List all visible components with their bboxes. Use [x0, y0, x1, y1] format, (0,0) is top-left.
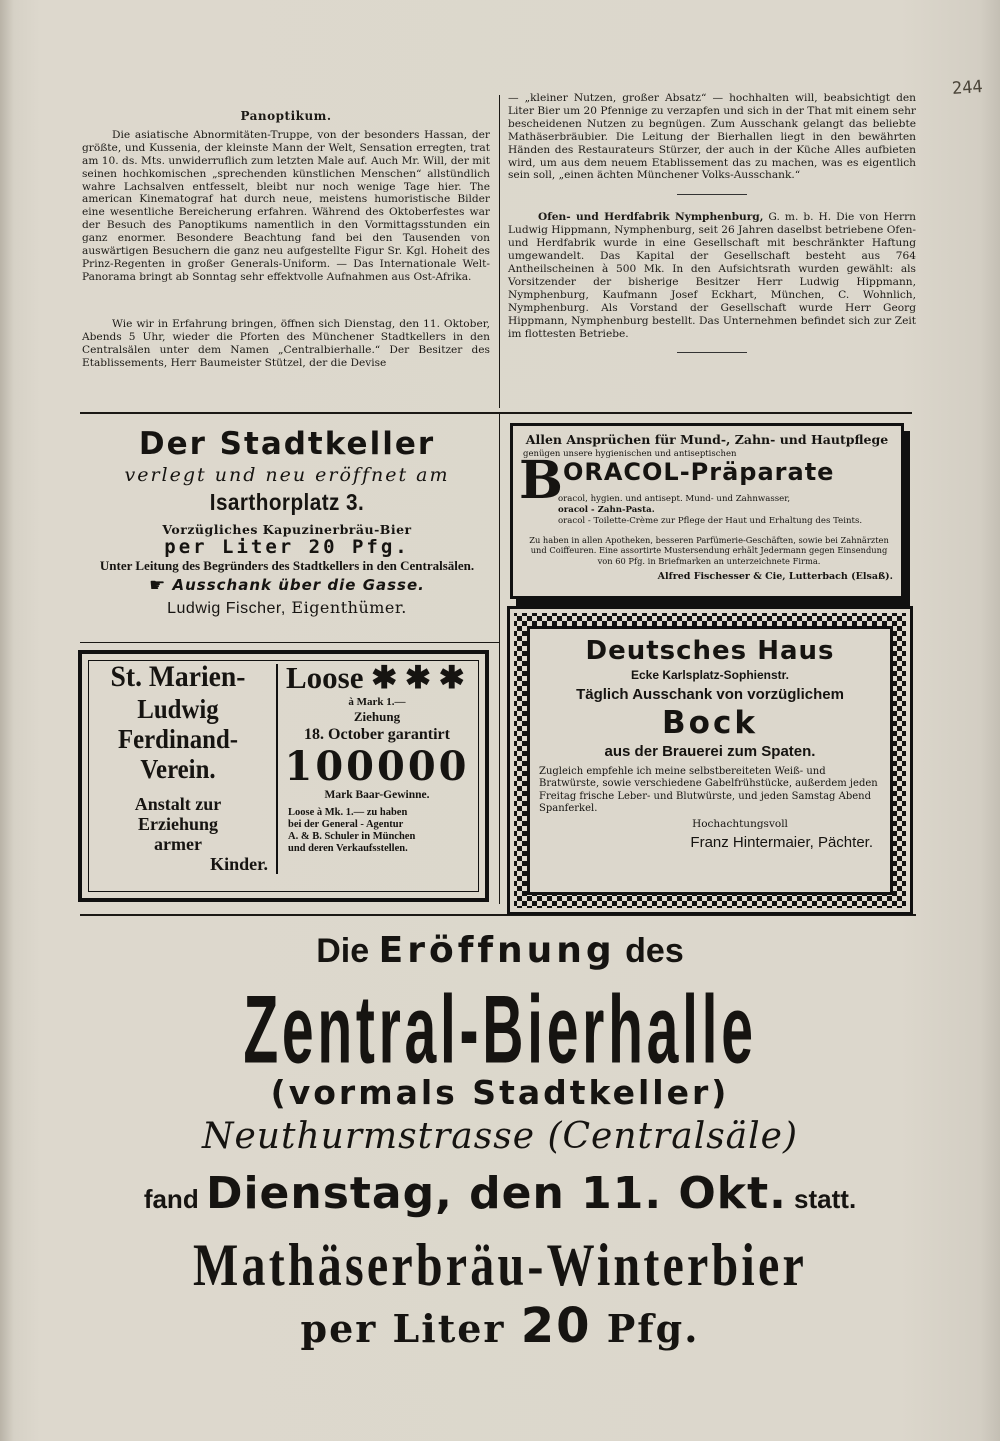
left-column	[82, 110, 490, 369]
marien-line: St. Marien-	[110, 660, 246, 693]
pointing-hand-icon: ☛	[149, 574, 167, 596]
section-rule	[80, 642, 500, 643]
loose-footer-line: A. & B. Schuler in München	[288, 830, 416, 842]
bierhalle-opening-c: des	[625, 932, 684, 970]
boracol-header: Allen Ansprüchen für Mund-, Zahn- und Hautpflege	[525, 432, 889, 447]
bierhalle-date-c: statt.	[794, 1184, 857, 1214]
stadtkeller-address: Isarthorplatz 3.	[209, 489, 365, 515]
bierhalle-opening-b: Eröffnung	[378, 930, 616, 971]
boracol-footer: Zu haben in allen Apotheken, besseren Parfümerie-Geschäften, sowie bei Zahnärzten und Coiffeuren. Eine assortirte Mustersendung erhält Jedermann gegen Einsendung von 60 Pfg. in Briefmarken an unterzeichnete Firma.	[529, 535, 889, 566]
stadtkeller-title: Der Stadtkeller	[138, 426, 436, 462]
loose-price: à Mark 1.—	[348, 696, 406, 708]
owner-name: Ludwig Fischer,	[167, 600, 286, 617]
loose-footer-line: bei der General - Agentur	[288, 818, 404, 830]
stadtkeller-beer: Vorzügliches Kapuzinerbräu-Bier	[162, 522, 412, 537]
dh-brewery: aus der Brauerei zum Spaten.	[604, 743, 816, 760]
short-rule	[677, 352, 747, 353]
section-rule	[80, 412, 912, 414]
bierhalle-price	[76, 1297, 924, 1358]
centralbierhalle-text: Wie wir in Erfahrung bringen, öffnen sich Dienstag, den 11. Oktober, Abends 5 Uhr, wieder die Pforten des Münchener Stadtkellers in den Centralsälen unter dem Namen „Centralbierhalle.“ Der Besitzer des Etablissements, Herr Baumeister Stützel, der die Devise	[82, 317, 490, 369]
ofenfabrik-text	[508, 211, 916, 340]
boracol-brand-name: ORACOL-Präparate	[562, 458, 835, 486]
marien-lottery-ad	[78, 650, 489, 902]
boracol-product: oracol - Zahn-Pasta.	[558, 504, 655, 515]
stadtkeller-ad	[82, 424, 492, 634]
loose-ziehung: Ziehung	[353, 709, 401, 724]
marien-right-panel	[282, 660, 472, 855]
stadtkeller-owner	[82, 598, 492, 618]
bierhalle-opening	[76, 924, 924, 978]
bierhalle-price-a: per Liter	[300, 1306, 506, 1351]
bierhalle-street: Neuthurmstrasse (Centralsäle)	[201, 1116, 799, 1157]
marien-small-line: Kinder.	[210, 854, 268, 874]
bierhalle-opening-a: Die	[316, 932, 370, 970]
dh-body: Zugleich empfehle ich meine selbstbereiteten Weiß- und Bratwürste, sowie verschiedene Gabelfrühstücke, außerdem jeden Freitag frische Leber- und Blutwürste, und jeden Samstag Abend Spanferkel.	[539, 766, 878, 815]
bierhalle-continued-text: — „kleiner Nutzen, großer Absatz“ — hochhalten will, beabsichtigt den Liter Bier um 20 Pfennige zu verzapfen und sich in der That mit einem sehr bescheidenen Nutzen zu begnügen. Zum Ausschank gelangt das beliebte Mathäserbräubier. Die Leitung der Bierhallen liegt in den bewährten Händen des Restaurateurs Stürzer, der auch in der Küche Alles aufbieten wird, um aus dem neuem Etablissement das zu machen, was es eigentlich sein soll, „einen ächten Münchener Volks-Ausschank.“	[508, 92, 916, 182]
bierhalle-ad	[76, 916, 924, 1358]
marien-small-line: armer	[154, 834, 202, 854]
boracol-products	[558, 494, 898, 526]
stadtkeller-management: Unter Leitung des Begründers des Stadtkellers in den Centralsälen.	[99, 558, 475, 573]
dh-beer: Bock	[662, 705, 758, 741]
boracol-product: oracol, hygien. und antisept. Mund- und Zahnwasser,	[558, 494, 791, 504]
marien-left-panel	[82, 660, 274, 874]
bierhalle-formerly: (vormals Stadtkeller)	[270, 1073, 730, 1112]
boracol-product: oracol - Toilette-Crème zur Pflege der Haut und Erhaltung des Teints.	[558, 515, 863, 526]
bierhalle-date-b: Dienstag, den 11. Okt.	[205, 1168, 787, 1219]
stadtkeller-price: per Liter 20 Pfg.	[164, 536, 410, 558]
loose-footer-line: und deren Verkaufsstellen.	[288, 842, 408, 854]
loose-prize: Mark Baar-Gewinne.	[324, 789, 430, 801]
dh-title: Deutsches Haus	[585, 636, 835, 666]
bierhalle-price-b: 20	[520, 1298, 592, 1354]
panoptikum-heading: Panoptikum.	[240, 109, 332, 123]
bierhalle-price-c: Pfg.	[606, 1306, 700, 1351]
panoptikum-text: Die asiatische Abnormitäten-Truppe, von der besonders Hassan, der größte, und Kussenia, der kleinste Mann der Welt, Sensation erregten, trat am 10. ds. Mts. unwiderruflich zum letzten Male auf. Auch Mr. Will, der mit seinen hochkomischen „sprechenden künstlichen Menschen“ allstündlich wahre Lachsalven entfesselt, bleibt nur noch wenige Tage hier. The american Kinematograf hat durch neue, meistens humoristische Bilder eine wesentliche Bereicherung erfahren. Während des Oktoberfestes war der Besuch des Panoptikums namentlich in den Vormittagsstunden ein ganz enormer. Besondere Beachtung fand bei den Tausenden von auswärtigen Besuchern die ganz neu aufgestellte Figur Sr. Kgl. Hoheit des Prinz-Regenten in großer Generals-Uniform. — Das Internationale Welt-Panorama bringt ab Sonntag sehr effektvolle Aufnahmen aus Ost-Afrika.	[82, 128, 490, 283]
dh-signature: Franz Hintermaier, Pächter.	[690, 833, 873, 851]
marien-divider	[276, 664, 278, 874]
column-divider	[499, 95, 500, 408]
dh-daily: Täglich Ausschank von vorzüglichem	[576, 686, 844, 703]
owner-title: Eigenthümer.	[291, 598, 407, 617]
marien-small-line: Anstalt zur	[134, 794, 222, 814]
loose-date: 18. October garantirt	[304, 726, 450, 743]
bierhalle-beer: Mathäserbräu-Winterbier	[193, 1232, 807, 1298]
loose-footer-line: Loose à Mk. 1.— zu haben	[288, 806, 408, 818]
boracol-initial: B	[519, 450, 563, 511]
bierhalle-date	[76, 1164, 924, 1229]
deutsches-haus-ad	[507, 606, 913, 915]
marien-line: Ferdinand-	[117, 724, 239, 754]
loose-amount: 100000	[284, 743, 470, 790]
ofenfabrik-body: G. m. b. H. Die von Herrn Ludwig Hippmann, Nymphenburg, seit 26 Jahren daselbst betriebene Ofen- und Herdfabrik wurde in eine Gesellschaft mit beschränkter Haftung umgewandelt. Das Kapital der Gesellschaft besteht aus 764 Antheilscheinen à 500 Mk. In den Aufsichtsrath wurden gewählt: als Vorsitzender der bisherige Besitzer Herr Ludwig Hippmann, Nymphenburg, Kaufmann Josef Eckhart, München, C. Wohnlich, Nymphenburg. Als Vorstand der Gesellschaft wurde Herr Georg Hippmann, Nymphenburg bestellt. Das Unternehmen befindet sich zur Zeit im flottesten Betriebe.	[508, 211, 916, 340]
stadtkeller-ausschank	[82, 576, 492, 594]
deutsches-haus-content	[533, 632, 887, 851]
ad-divider	[499, 414, 500, 904]
stadtkeller-ausschank-text: Ausschank über die Gasse.	[172, 576, 425, 594]
ofenfabrik-heading: Ofen- und Herdfabrik Nymphenburg,	[538, 211, 764, 224]
loose-title: Loose ✱ ✱ ✱	[286, 660, 465, 695]
dh-address: Ecke Karlsplatz-Sophienstr.	[630, 668, 790, 682]
boracol-subheader: genügen unsere hygienischen und antiseptischen	[523, 449, 737, 459]
marien-line: Verein.	[140, 754, 216, 784]
stadtkeller-subtitle: verlegt und neu eröffnet am	[124, 464, 450, 486]
marien-small-line: Erziehung	[137, 814, 218, 834]
page-number: 244	[951, 76, 984, 100]
dh-greeting: Hochachtungsvoll	[692, 817, 788, 830]
boracol-ad	[510, 423, 904, 599]
marien-line: Ludwig	[137, 694, 219, 724]
right-column	[508, 92, 916, 353]
boracol-firm: Alfred Fischesser & Cie, Lutterbach (Elsaß).	[657, 571, 893, 582]
bierhalle-date-a: fand	[143, 1184, 199, 1214]
bierhalle-title: Zentral-Bierhalle	[243, 976, 757, 1084]
